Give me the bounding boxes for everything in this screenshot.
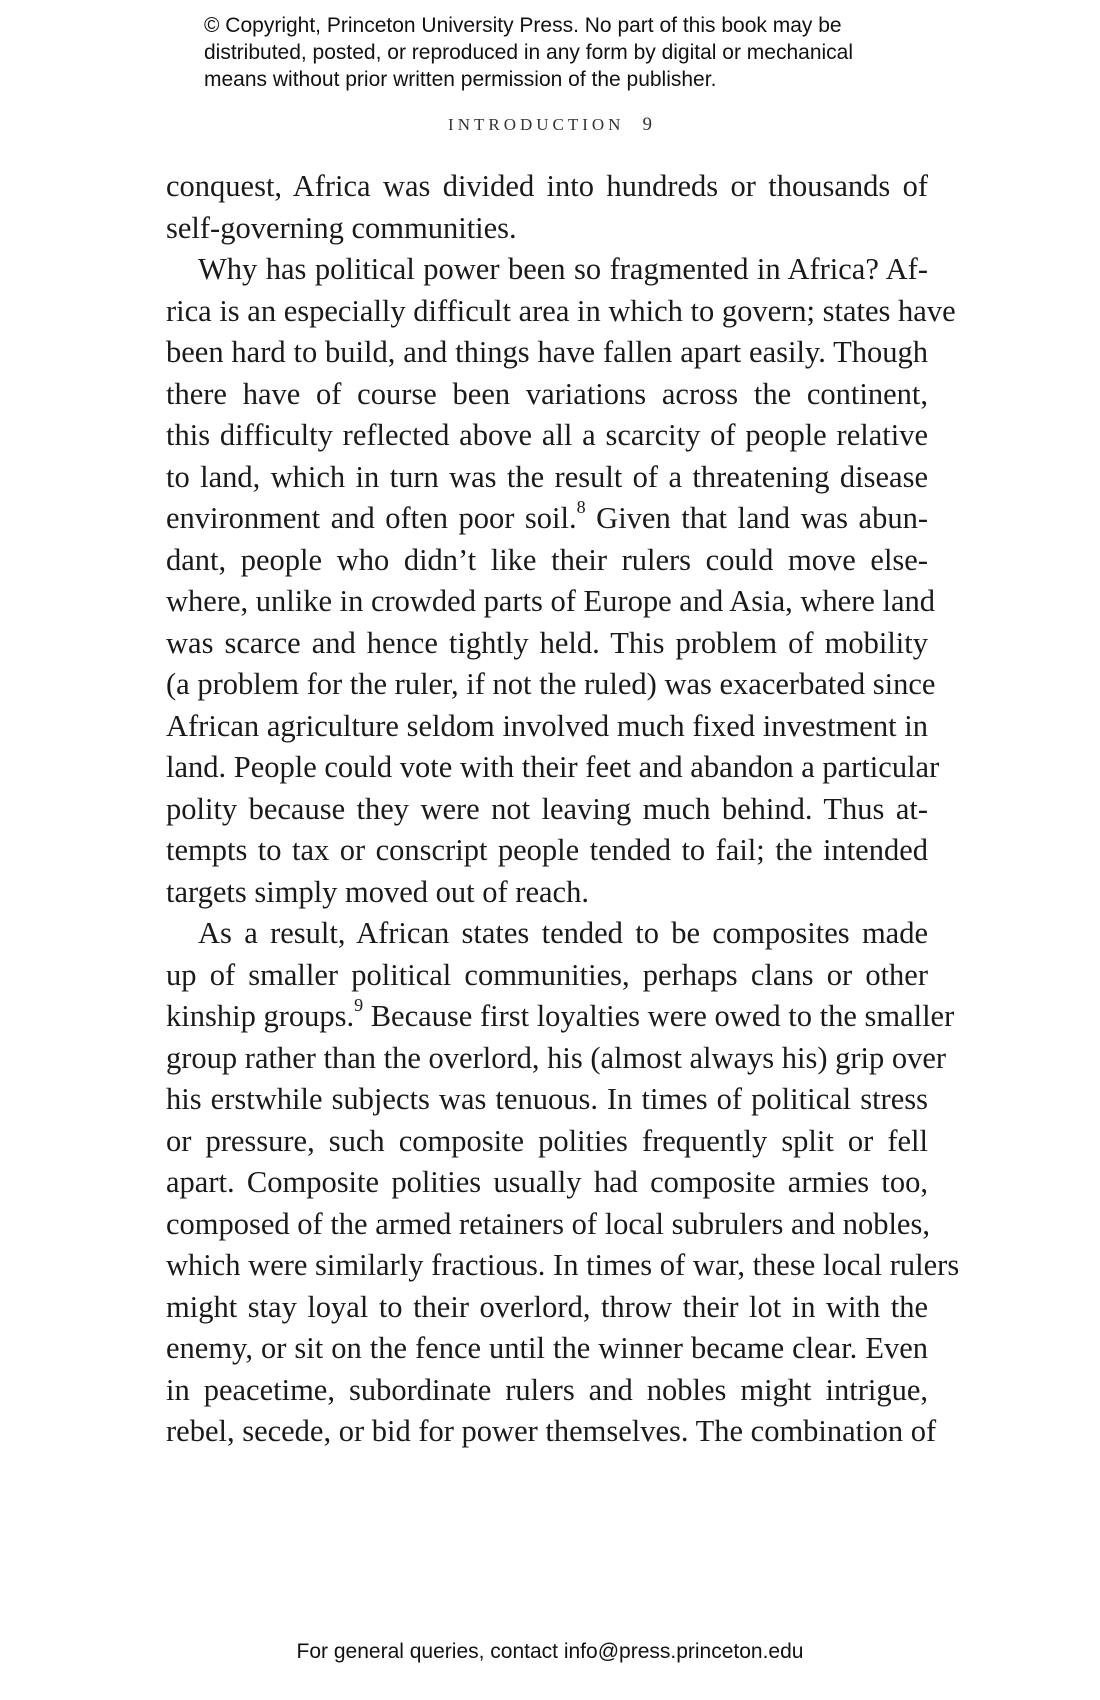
text-line: composed of the armed retainers of local subrulers and nobles, — [166, 1206, 930, 1241]
page-number: 9 — [642, 114, 652, 135]
text-line: enemy, or sit on the fence until the winner became clear. Even — [166, 1331, 928, 1365]
text-line: there have of course been variations across the continent, — [166, 376, 928, 411]
text-line: land. People could vote with their feet and abandon a particular — [166, 750, 940, 784]
text-line: which were similarly fractious. In times of war, these local rulers — [166, 1248, 960, 1282]
footnote-marker: 9 — [354, 994, 364, 1015]
text-fragment: kinship groups. — [166, 999, 355, 1033]
text-line: African agriculture seldom involved much fixed investment in — [166, 708, 928, 743]
text-line: where, unlike in crowded parts of Europe and Asia, where land — [166, 584, 936, 618]
text-line: tempts to tax or conscript people tended to fail; the intended — [166, 833, 928, 867]
copyright-notice — [204, 12, 964, 93]
text-line: or pressure, such composite polities frequently split or fell — [166, 1123, 928, 1158]
copyright-line: © Copyright, Princeton University Press. No part of this book may be — [204, 14, 842, 37]
text-line: apart. Composite polities usually had composite armies too, — [166, 1165, 928, 1199]
text-line: group rather than the overlord, his (almost always his) grip over — [166, 1040, 947, 1075]
running-head — [0, 114, 1100, 136]
text-line: targets simply moved out of reach. — [166, 874, 589, 909]
text-line: in peacetime, subordinate rulers and nobles might intrigue, — [166, 1372, 928, 1407]
text-line: to land, which in turn was the result of a threatening disease — [166, 459, 928, 494]
footnote-marker: 8 — [576, 496, 586, 517]
text-line: polity because they were not leaving much behind. Thus at- — [166, 791, 928, 826]
text-fragment: Because first loyalties were owed to the smaller — [363, 999, 955, 1033]
text-line: rebel, secede, or bid for power themselves. The combination of — [166, 1414, 937, 1448]
text-line: self-governing communities. — [166, 210, 517, 245]
text-line: been hard to build, and things have fallen apart easily. Though — [166, 335, 928, 369]
text-fragment: environment and often poor soil. — [166, 501, 577, 535]
text-line: was scarce and hence tightly held. This problem of mobility — [166, 625, 928, 660]
text-fragment: Given that land was abun- — [585, 501, 928, 535]
text-line — [166, 994, 955, 1038]
text-line: up of smaller political communities, perhaps clans or other — [166, 957, 928, 992]
text-line: dant, people who didn’t like their rulers could move else- — [166, 542, 928, 577]
text-line: rica is an especially difficult area in which to govern; states have — [166, 293, 956, 328]
text-line: As a result, African states tended to be composites made — [198, 916, 928, 950]
text-line: conquest, Africa was divided into hundreds or thousands of — [166, 169, 928, 203]
copyright-line: distributed, posted, or reproduced in any form by digital or mechanical — [204, 41, 854, 64]
text-line: this difficulty reflected above all a scarcity of people relative — [166, 418, 928, 452]
footer-contact: For general queries, contact info@press.princeton.edu — [296, 1640, 804, 1663]
body-text — [166, 166, 960, 1453]
text-line: his erstwhile subjects was tenuous. In times of political stress — [166, 1082, 928, 1116]
text-line: might stay loyal to their overlord, throw their lot in with the — [166, 1289, 928, 1324]
copyright-line: means without prior written permission of the publisher. — [204, 68, 717, 91]
text-line — [166, 498, 928, 540]
running-title: INTRODUCTION — [448, 115, 625, 134]
text-line: (a problem for the ruler, if not the ruled) was exacerbated since — [166, 667, 936, 701]
text-line: Why has political power been so fragmented in Africa? Af- — [198, 252, 928, 286]
